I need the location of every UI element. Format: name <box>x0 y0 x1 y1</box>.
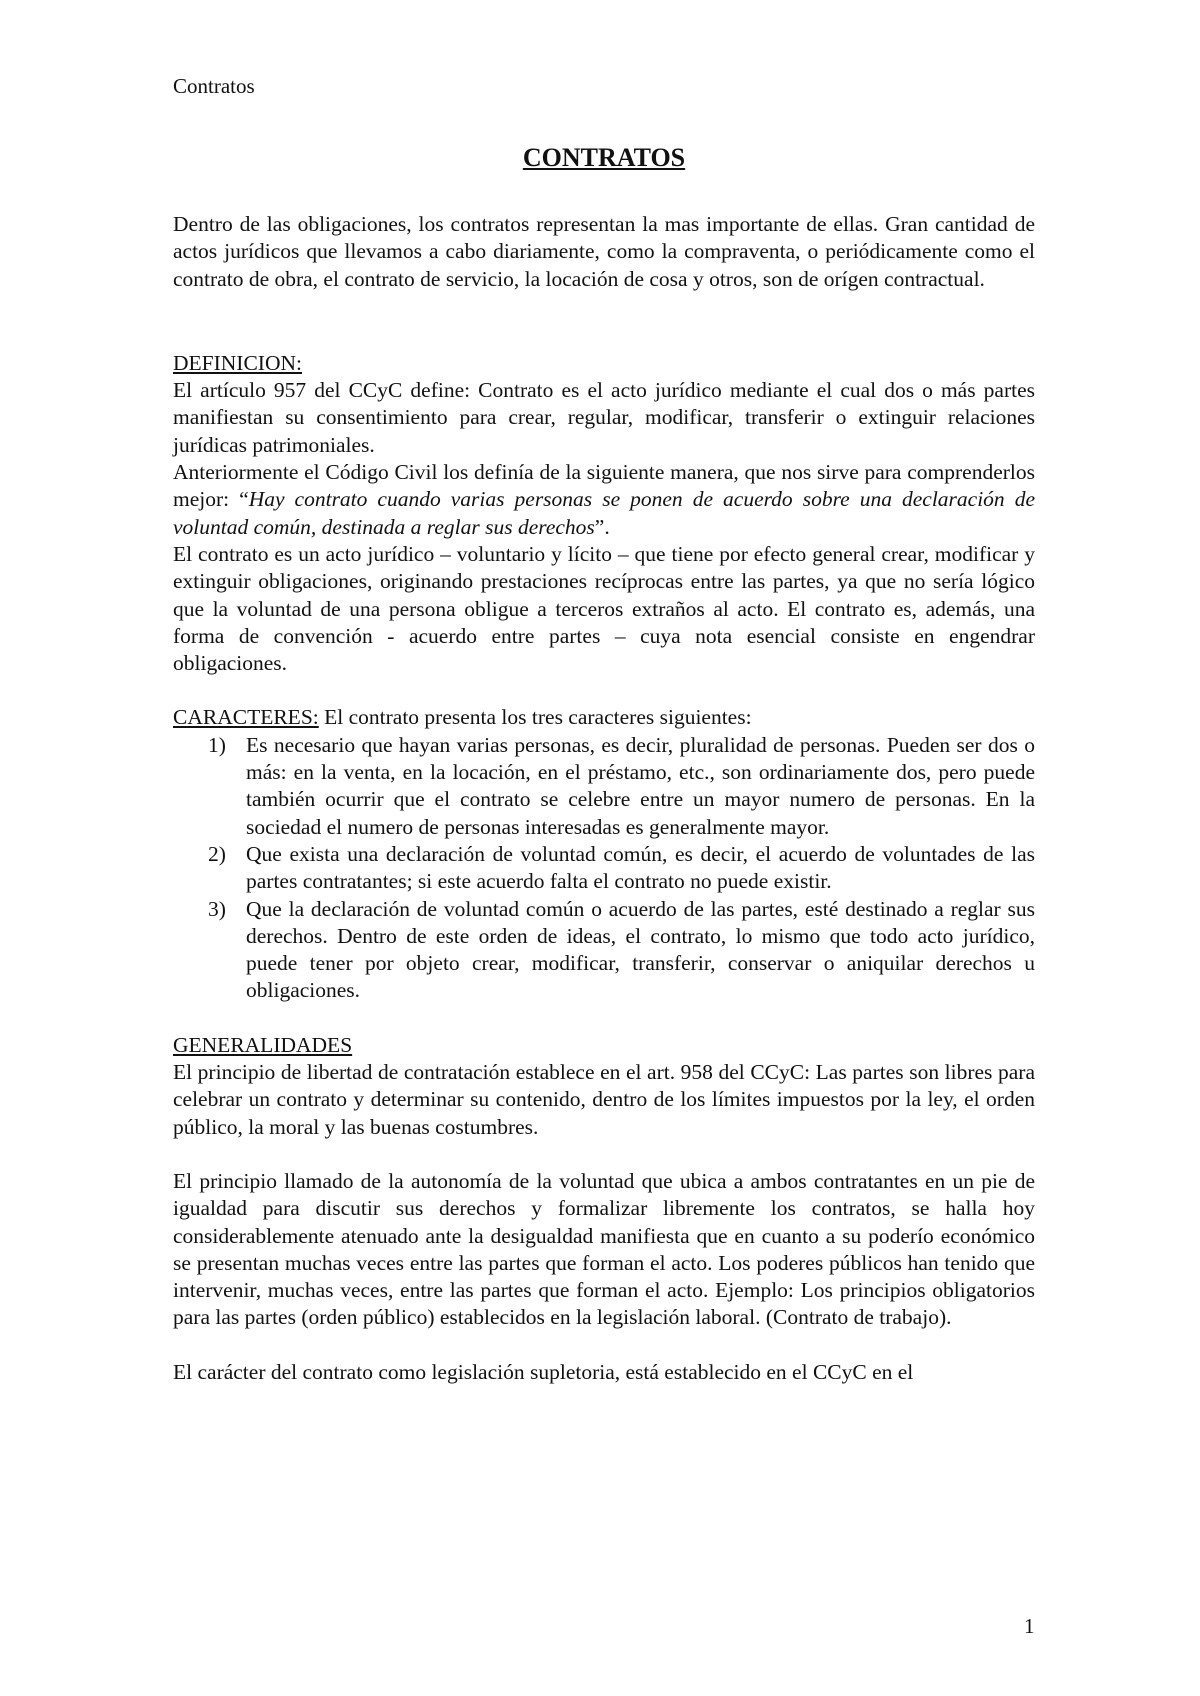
caracteres-heading: CARACTERES: <box>173 705 319 730</box>
list-item-text: Es necesario que hayan varias personas, es decir, pluralidad de personas. Pueden ser dos o más: en la venta, en la locación, en el préstamo, etc., son ordinariamente dos, pero puede también ocurrir que el contrato se celebre entre un mayor numero de personas. En la sociedad el numero de personas interesadas es generalmente mayor. <box>246 732 1035 839</box>
running-header: Contratos <box>173 74 255 98</box>
definicion-heading <box>173 350 1035 377</box>
document-title: CONTRATOS <box>522 143 686 172</box>
definicion-p2-lead: Anteriormente el Código Civil los definía de la siguiente manera, que nos sirve para comprenderlos mejor: “ <box>173 460 1035 512</box>
list-item-number: 2) <box>208 841 226 866</box>
page-number: 1 <box>1024 1614 1035 1638</box>
definicion-quote: Hay contrato cuando varias personas se ponen de acuerdo sobre una declaración de voluntad común, destinada a reglar sus derechos <box>173 487 1035 539</box>
definicion-paragraph-3: El contrato es un acto jurídico – voluntario y lícito – que tiene por efecto general crear, modificar y extinguir obligaciones, originando prestaciones recíprocas entre las partes, ya que no sería lógico que la voluntad de una persona obligue a terceros extraños al acto. El contrato es, además, una forma de convención - acuerdo entre partes – cuya nota esencial consiste en engendrar obligaciones. <box>173 541 1035 676</box>
list-item-text: Que la declaración de voluntad común o acuerdo de las partes, esté destinado a reglar sus derechos. Dentro de este orden de ideas, el contrato, lo mismo que todo acto jurídico, puede tener por objeto crear, modificar, transferir, conservar o aniquilar derechos u obligaciones. <box>246 896 1035 1003</box>
generalidades-paragraph-3: El carácter del contrato como legislación supletoria, está establecido en el CCyC en el <box>173 1359 914 1384</box>
list-item <box>208 732 1035 841</box>
list-item-number: 3) <box>208 896 226 921</box>
generalidades-paragraph-2: El principio llamado de la autonomía de la voluntad que ubica a ambos contratantes en un pie de igualdad para discutir sus derechos y formalizar libremente los contratos, se halla hoy considerablemente atenuado ante la desigualdad manifiesta que en cuanto a su poderío económico se presentan muchas veces entre las partes que forman el acto. Los poderes públicos han tenido que intervenir, muchas veces, entre las partes que forman el acto. Ejemplo: Los principios obligatorios para las partes (orden público) establecidos en la legislación laboral. (Contrato de trabajo). <box>173 1168 1035 1330</box>
caracteres-paragraph <box>173 704 1035 731</box>
list-item <box>208 896 1035 1005</box>
definicion-paragraph-1: El artículo 957 del CCyC define: Contrato es el acto jurídico mediante el cual dos o más partes manifiestan su consentimiento para crear, regular, modificar, transferir o extinguir relaciones jurídicas patrimoniales. <box>173 378 1035 457</box>
generalidades-paragraph-1: El principio de libertad de contratación establece en el art. 958 del CCyC: Las partes son libres para celebrar un contrato y determinar su contenido, dentro de los límites impuestos por la ley, el orden público, la moral y las buenas costumbres. <box>173 1060 1035 1139</box>
generalidades-heading <box>173 1032 1035 1059</box>
generalidades-heading-text: GENERALIDADES <box>173 1032 353 1057</box>
caracteres-intro: El contrato presenta los tres caracteres siguientes: <box>318 705 752 730</box>
intro-paragraph: Dentro de las obligaciones, los contratos representan la mas importante de ellas. Gran cantidad de actos jurídicos que llevamos a cabo diariamente, como la compraventa, o periódicamente como el contrato de obra, el contrato de servicio, la locación de cosa y otros, son de orígen contractual. <box>173 212 1035 291</box>
definicion-p2-tail: ”. <box>594 514 610 539</box>
definicion-paragraph-2 <box>173 459 1035 541</box>
list-item-text: Que exista una declaración de voluntad común, es decir, el acuerdo de voluntades de las partes contratantes; si este acuerdo falta el contrato no puede existir. <box>246 841 1035 894</box>
document-body <box>173 142 1035 1386</box>
list-item <box>208 841 1035 896</box>
list-item-number: 1) <box>208 732 226 757</box>
definicion-heading-text: DEFINICION: <box>173 350 302 375</box>
caracteres-list <box>173 732 1035 1005</box>
